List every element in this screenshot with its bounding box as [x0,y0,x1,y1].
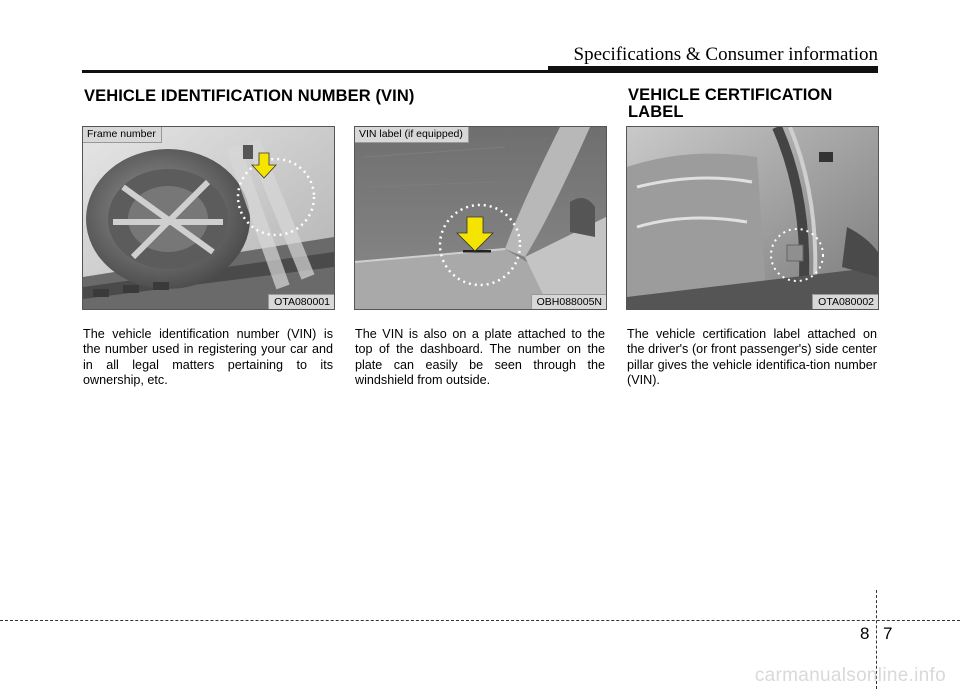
cert-title-line1: VEHICLE CERTIFICATION [628,86,833,104]
photo-label: Frame number [83,127,162,143]
photo-label: VIN label (if equipped) [355,127,469,143]
vin-plate [463,250,491,253]
photo-code: OTA080002 [812,294,878,309]
certification-label-photo [626,126,879,310]
cert-label-plate [787,245,803,261]
dashboard-illustration [355,127,606,309]
vin-paragraph: The vehicle identification number (VIN) is the number used in registering your car and in all legal matters pertaining to its ownership, etc. [83,327,333,387]
footer-rule [0,620,960,621]
watermark: carmanualsonline.info [754,665,946,686]
chapter-header: Specifications & Consumer information [573,44,878,65]
page-number: 7 [883,624,893,643]
vin-label-photo [354,126,607,310]
frame-number-photo [82,126,335,310]
dashboard-vin-paragraph: The VIN is also on a plate attached to the top of the dashboard. The number on the plate can easily be seen through the windshield from outside. [355,327,605,387]
chapter-number: 8 [860,624,870,643]
photo-code: OTA080001 [268,294,334,309]
cert-section-title [628,87,832,121]
cert-label-paragraph: The vehicle certification label attached on the driver's (or front passenger's) side center pillar gives the vehicle identifica-tion number (VIN). [627,327,877,387]
trunk-illustration [83,127,334,309]
pillar-illustration [627,127,878,309]
cert-title-line2: LABEL [628,103,684,121]
vin-section-title: VEHICLE IDENTIFICATION NUMBER (VIN) [84,87,415,105]
photo-code: OBH088005N [531,294,606,309]
header-rule [82,70,878,73]
